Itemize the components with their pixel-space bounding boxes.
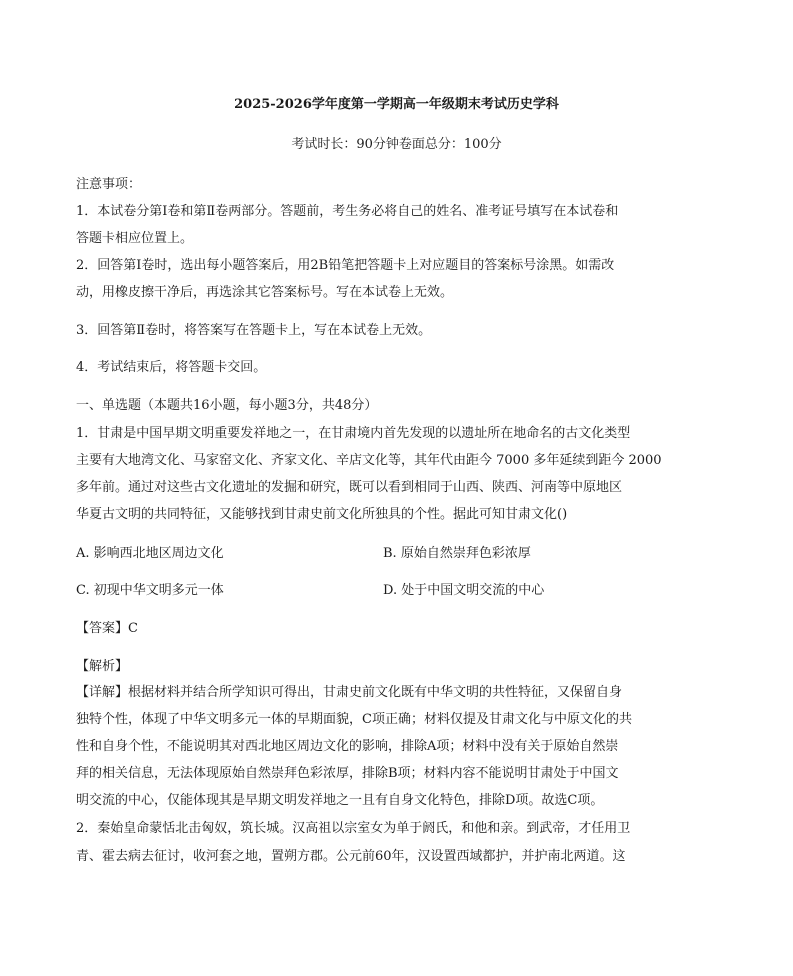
section-heading: 一、单选题（本题共16小题，每小题3分，共48分） <box>76 398 378 413</box>
q1-answer: 【答案】C <box>76 621 138 636</box>
q1-analysis-line: 明交流的中心，仅能体现其是早期文明发祥地之一且有自身文化特色，排除D项。故选C项。 <box>76 793 604 808</box>
notice-line: 1．本试卷分第Ⅰ卷和第Ⅱ卷两部分。答题前，考生务必将自己的姓名、准考证号填写在本试卷和 <box>76 204 619 219</box>
notice-line: 4．考试结束后，将答题卡交回。 <box>76 360 267 375</box>
q1-stem-line: 主要有大地湾文化、马家窑文化、齐家文化、辛店文化等，其年代由距今 7000 多年延续到距今 2000 <box>76 453 662 468</box>
q2-stem-line: 青、霍去病去征讨，收河套之地，置朔方郡。公元前60年，汉设置西域都护，并护南北两道。这 <box>76 849 626 864</box>
q1-option-d: D. 处于中国文明交流的中心 <box>383 583 545 598</box>
notice-line: 3．回答第Ⅱ卷时，将答案写在答题卡上，写在本试卷上无效。 <box>76 323 432 338</box>
exam-subtitle: 考试时长：90分钟卷面总分：100分 <box>291 137 502 152</box>
q1-analysis-line: 拜的相关信息，无法体现原始自然崇拜色彩浓厚，排除B项；材料内容不能说明甘肃处于中国文 <box>76 766 619 781</box>
exam-title: 2025-2026学年度第一学期高一年级期末考试历史学科 <box>234 97 559 112</box>
notice-line: 动，用橡皮擦干净后，再选涂其它答案标号。写在本试卷上无效。 <box>76 285 454 300</box>
q1-analysis-line: 性和自身个性，不能说明其对西北地区周边文化的影响，排除A项；材料中没有关于原始自然崇 <box>76 739 619 754</box>
q1-option-b: B. 原始自然崇拜色彩浓厚 <box>383 546 531 561</box>
q1-option-c: C. 初现中华文明多元一体 <box>76 583 224 598</box>
q1-analysis-heading: 【解析】 <box>76 659 129 674</box>
q1-analysis-line: 【详解】根据材料并结合所学知识可得出，甘肃史前文化既有中华文明的共性特征，又保留自身 <box>76 685 623 700</box>
q2-stem-line: 2．秦始皇命蒙恬北击匈奴，筑长城。汉高祖以宗室女为单于阏氏，和他和亲。到武帝，才任用卫 <box>76 821 631 836</box>
q1-stem-line: 华夏古文明的共同特征，又能够找到甘肃史前文化所独具的个性。据此可知甘肃文化() <box>76 507 568 522</box>
q1-stem-line: 1．甘肃是中国早期文明重要发祥地之一，在甘肃境内首先发现的以遗址所在地命名的古文化类型 <box>76 426 631 441</box>
q1-stem-line: 多年前。通过对这些古文化遗址的发掘和研究，既可以看到相同于山西、陕西、河南等中原地区 <box>76 480 623 495</box>
notice-line: 2．回答第Ⅰ卷时，选出每小题答案后，用2B铅笔把答题卡上对应题目的答案标号涂黑。如需改 <box>76 258 615 273</box>
q1-analysis-line: 独特个性，体现了中华文明多元一体的早期面貌，C项正确；材料仅提及甘肃文化与中原文化的共 <box>76 712 632 727</box>
notice-heading: 注意事项： <box>76 177 142 192</box>
q1-option-a: A. 影响西北地区周边文化 <box>76 546 224 561</box>
notice-line: 答题卡相应位置上。 <box>76 231 194 246</box>
